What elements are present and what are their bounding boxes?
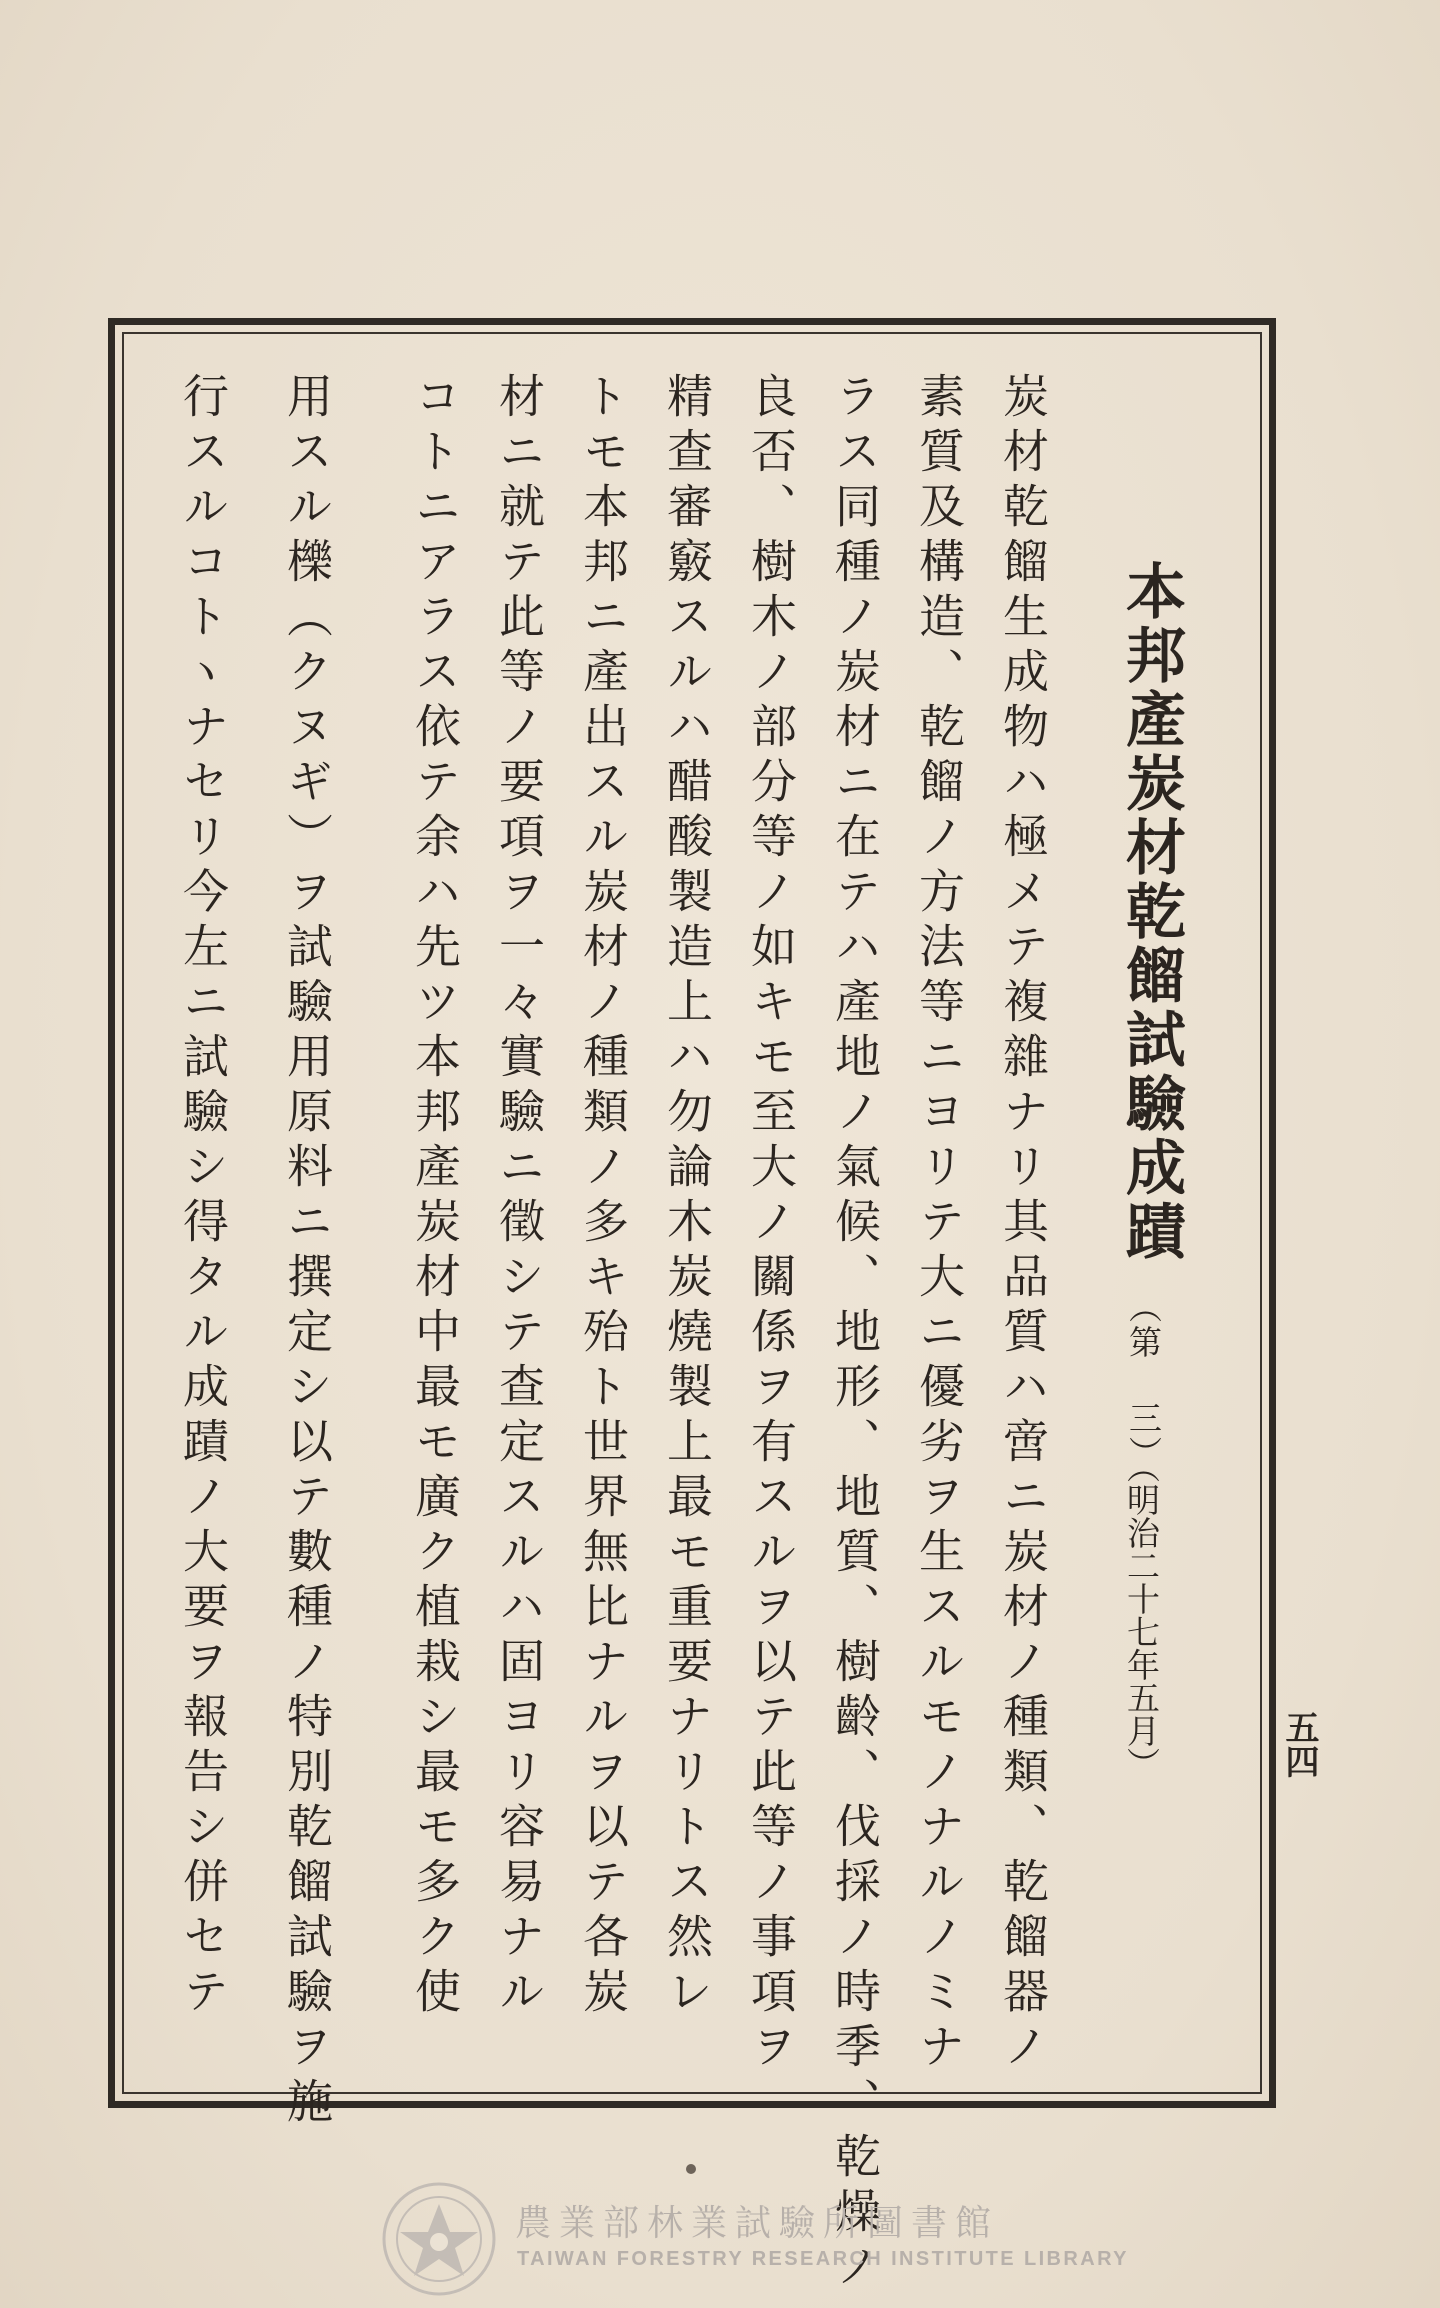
library-name-chinese: 農業部林業試驗所圖書館 [515,2203,1000,2244]
body-column: 精查審竅スルハ醋酸製造上ハ勿論木炭燒製上最モ重要ナリトス然レ [660,372,714,2022]
volume-label: （第 三） [1124,1290,1163,1471]
body-column: 炭材乾餾生成物ハ極メテ複雜ナリ其品質ハ啻ニ炭材ノ種類、乾餾器ノ [996,372,1050,2077]
library-name-english: TAIWAN FORESTRY RESEARCH INSTITUTE LIBRARY [517,2248,1129,2270]
body-column: 用スル櫟（クヌギ）ヲ試驗用原料ニ撰定シ以テ數種ノ特別乾餾試驗ヲ施 [280,372,334,2132]
page-number: 五四 [1279,1710,1319,1778]
document-title: 本邦產炭材乾餾試驗成蹟 [1116,560,1186,1264]
body-column: 素質及構造、乾餾ノ方法等ニヨリテ大ニ優劣ヲ生スルモノナルノミナ [912,372,966,2077]
body-column: コトニアラス依テ余ハ先ツ本邦產炭材中最モ廣ク植栽シ最モ多ク使 [408,372,462,2022]
date-label: （明治二十七年五月） [1122,1450,1161,1780]
body-column: 良否、樹木ノ部分等ノ如キモ至大ノ關係ヲ有スルヲ以テ此等ノ事項ヲ [744,372,798,2077]
library-seal-icon [380,2180,498,2298]
body-column: 材ニ就テ此等ノ要項ヲ一々實驗ニ徵シテ查定スルハ固ヨリ容易ナル [492,372,546,2022]
body-column: 行スルコトヽナセリ今左ニ試驗シ得タル成蹟ノ大要ヲ報告シ併セテ [176,372,230,2022]
ink-speck [686,2164,696,2174]
body-column: ラス同種ノ炭材ニ在テハ產地ノ氣候、地形、地質、樹齡、伐採ノ時季、乾燥ノ [828,372,882,2297]
body-column: トモ本邦ニ產出スル炭材ノ種類ノ多キ殆ト世界無比ナルヲ以テ各炭 [576,372,630,2022]
